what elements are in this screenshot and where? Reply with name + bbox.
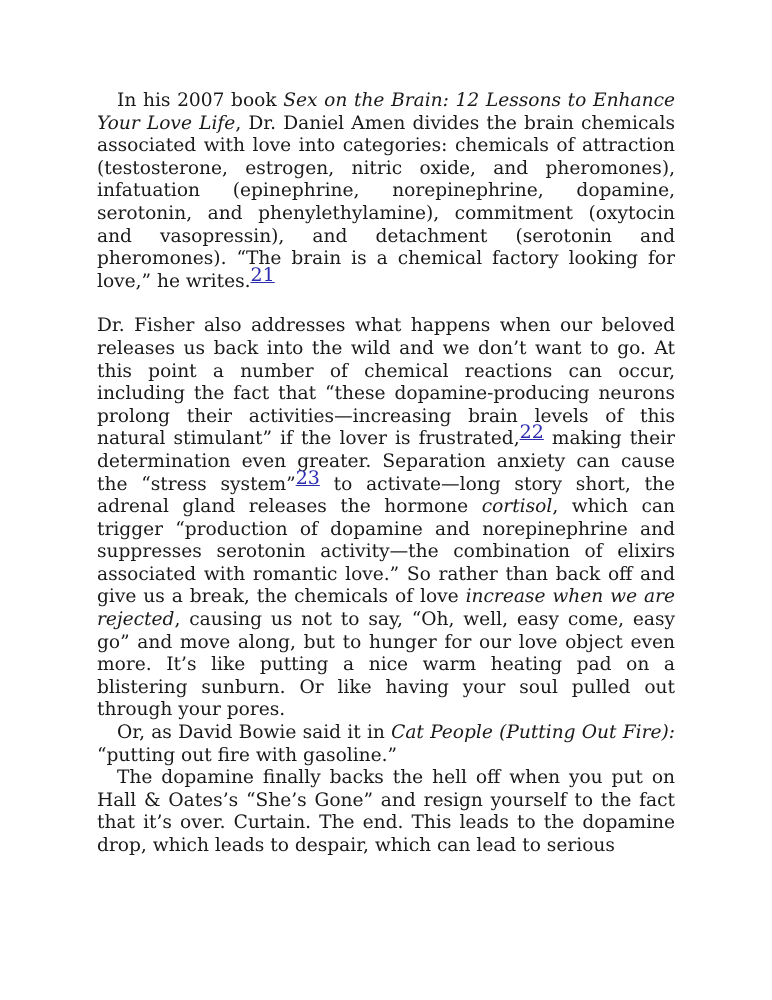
book-page-body xyxy=(97,90,675,858)
paragraph xyxy=(97,315,675,722)
paragraph xyxy=(97,722,675,767)
footnote-link[interactable]: 22 xyxy=(519,421,544,444)
italic-text: cortisol xyxy=(481,496,553,518)
paragraph xyxy=(97,767,675,857)
footnote-link[interactable]: 23 xyxy=(295,466,320,489)
text-run: , Dr. Daniel Amen divides the brain chemicals associated with love into categories: chemicals of attraction (testosterone, estrogen, nitric oxide, and pheromones), infatuation (epinephrine, norepinephrine, dopamine, serotonin, and phenylethylamine), commitment (oxytocin and vasopressin), and detachment (serotonin and pheromones). “The brain is a chemical factory looking for love,” he writes. xyxy=(97,112,675,292)
text-run: , causing us not to say, “Oh, well, easy come, easy go” and move along, but to hunger for our love object even more. It’s like putting a nice warm heating pad on a blistering sunburn. Or like having your soul pulled out through your pores. xyxy=(97,609,675,721)
text-run: to activate—long story short, the adrenal gland releases the hormone xyxy=(97,473,675,518)
text-run: making their determination even greater. Separation anxiety can cause the “stress system” xyxy=(97,428,675,495)
text-run: “putting out fire with gasoline.” xyxy=(97,744,398,766)
italic-text: increase when we are rejected xyxy=(97,586,676,631)
italic-text: Cat People (Putting Out Fire): xyxy=(391,722,675,744)
text-run: Or, as David Bowie said it in xyxy=(117,722,392,744)
text-run: , which can trigger “production of dopamine and norepinephrine and suppresses serotonin activity—the combination of elixirs associated with romantic love.” So rather than back off and give us a break, the chemicals of love xyxy=(97,496,675,608)
text-run: The dopamine finally backs the hell off when you put on Hall & Oates’s “She’s Gone” and resign yourself to the fact that it’s over. Curtain. The end. This leads to the dopamine drop, which leads to despair, which can lead to serious xyxy=(97,767,675,856)
text-run: Dr. Fisher also addresses what happens when our beloved releases us back into the wild and we don’t want to go. At this point a number of chemical reactions can occur, including the fact that “these dopamine-producing neurons prolong their activities—increasing brain levels of this natural stimulant” if the lover is frustrated, xyxy=(97,315,675,450)
italic-text: Sex on the Brain: 12 Lessons to Enhance Your Love Life xyxy=(97,90,675,134)
paragraph xyxy=(97,90,675,293)
footnote-link[interactable]: 21 xyxy=(250,263,275,286)
text-run: In his 2007 book xyxy=(117,90,284,111)
